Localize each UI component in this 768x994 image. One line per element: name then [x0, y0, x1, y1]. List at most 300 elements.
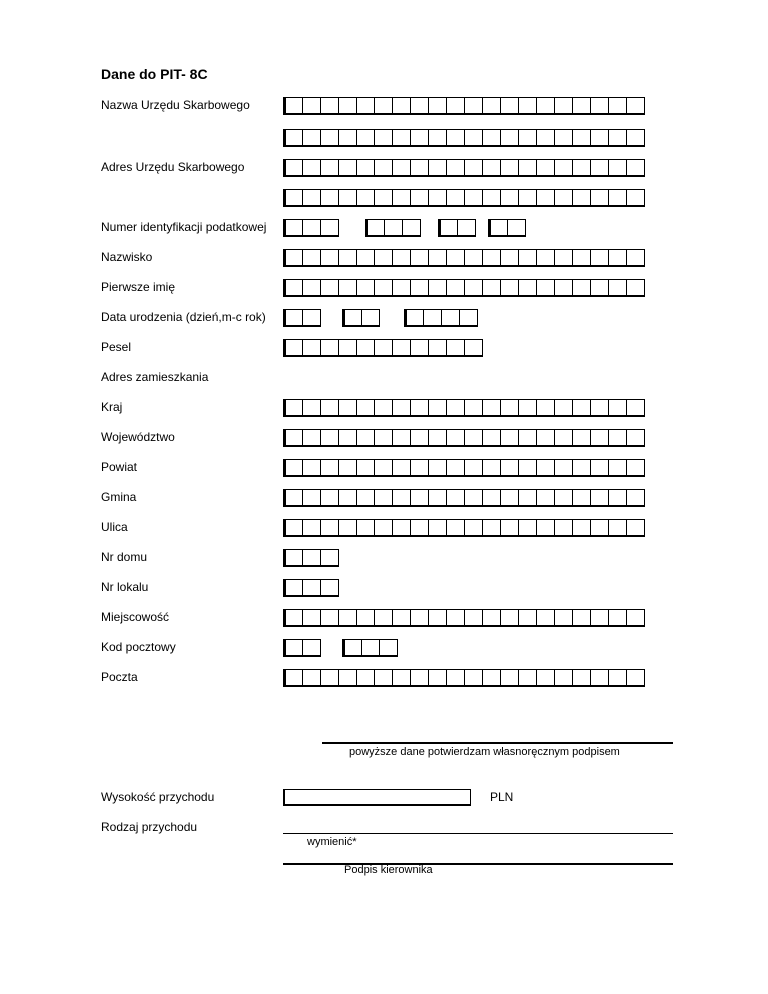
urzad_adres_2-char-box[interactable]	[608, 190, 626, 205]
urzad_adres-char-box[interactable]	[554, 160, 572, 175]
urzad_nazwa_2-char-box[interactable]	[410, 130, 428, 145]
nazwisko-char-box[interactable]	[320, 250, 338, 265]
poczta-char-box[interactable]	[374, 670, 392, 685]
nazwisko-char-box[interactable]	[392, 250, 410, 265]
urzad_adres-char-box[interactable]	[284, 160, 302, 175]
gmina-char-box[interactable]	[464, 490, 482, 505]
gmina-char-box[interactable]	[482, 490, 500, 505]
data_ur-char-box[interactable]	[423, 310, 441, 325]
nazwisko-char-box[interactable]	[464, 250, 482, 265]
wojewodztwo-char-box[interactable]	[500, 430, 518, 445]
wojewodztwo-char-box[interactable]	[374, 430, 392, 445]
poczta-char-box[interactable]	[464, 670, 482, 685]
urzad_nazwa_2-char-box[interactable]	[590, 130, 608, 145]
ulica-char-box[interactable]	[356, 520, 374, 535]
urzad_nazwa_2-char-box[interactable]	[500, 130, 518, 145]
nip-char-box[interactable]	[320, 220, 338, 235]
poczta-char-box[interactable]	[446, 670, 464, 685]
przychod-input[interactable]	[283, 789, 471, 806]
poczta-char-box[interactable]	[482, 670, 500, 685]
urzad_nazwa_2-char-box[interactable]	[536, 130, 554, 145]
nazwisko-char-box[interactable]	[554, 250, 572, 265]
urzad_adres-char-box[interactable]	[518, 160, 536, 175]
urzad_nazwa_2-char-box[interactable]	[284, 130, 302, 145]
powiat-char-box[interactable]	[356, 460, 374, 475]
gmina-char-box[interactable]	[626, 490, 644, 505]
rodzaj-line[interactable]	[283, 833, 673, 834]
imie-char-box[interactable]	[428, 280, 446, 295]
pesel-char-box[interactable]	[446, 340, 464, 355]
urzad_nazwa_2-char-box[interactable]	[302, 130, 320, 145]
nazwisko-char-box[interactable]	[482, 250, 500, 265]
imie-char-box[interactable]	[410, 280, 428, 295]
urzad_adres_2-char-box[interactable]	[500, 190, 518, 205]
urzad_adres_2-char-box[interactable]	[302, 190, 320, 205]
kraj-char-box[interactable]	[320, 400, 338, 415]
powiat-char-box[interactable]	[320, 460, 338, 475]
kraj-char-box[interactable]	[464, 400, 482, 415]
urzad_adres_2-char-box[interactable]	[410, 190, 428, 205]
urzad_nazwa-char-box[interactable]	[590, 98, 608, 113]
nazwisko-char-box[interactable]	[446, 250, 464, 265]
wojewodztwo-char-box[interactable]	[482, 430, 500, 445]
imie-char-box[interactable]	[518, 280, 536, 295]
pesel-char-box[interactable]	[374, 340, 392, 355]
miejscowosc-char-box[interactable]	[518, 610, 536, 625]
powiat-char-box[interactable]	[590, 460, 608, 475]
pesel-char-box[interactable]	[410, 340, 428, 355]
urzad_nazwa_2-char-box[interactable]	[554, 130, 572, 145]
nip-char-box[interactable]	[402, 220, 420, 235]
nr_lokalu-char-box[interactable]	[320, 580, 338, 595]
powiat-char-box[interactable]	[608, 460, 626, 475]
urzad_adres_2-char-box[interactable]	[464, 190, 482, 205]
urzad_adres-char-box[interactable]	[392, 160, 410, 175]
pesel-char-box[interactable]	[338, 340, 356, 355]
data_ur-char-box[interactable]	[284, 310, 302, 325]
powiat-char-box[interactable]	[554, 460, 572, 475]
data_ur-char-box[interactable]	[459, 310, 477, 325]
ulica-char-box[interactable]	[626, 520, 644, 535]
poczta-char-box[interactable]	[626, 670, 644, 685]
miejscowosc-char-box[interactable]	[626, 610, 644, 625]
nazwisko-char-box[interactable]	[536, 250, 554, 265]
poczta-char-box[interactable]	[284, 670, 302, 685]
imie-char-box[interactable]	[392, 280, 410, 295]
miejscowosc-char-box[interactable]	[500, 610, 518, 625]
kod-char-box[interactable]	[284, 640, 302, 655]
kod-char-box[interactable]	[361, 640, 379, 655]
kraj-char-box[interactable]	[482, 400, 500, 415]
kraj-char-box[interactable]	[572, 400, 590, 415]
kod-char-box[interactable]	[379, 640, 397, 655]
kraj-char-box[interactable]	[626, 400, 644, 415]
gmina-char-box[interactable]	[284, 490, 302, 505]
imie-char-box[interactable]	[482, 280, 500, 295]
nazwisko-char-box[interactable]	[374, 250, 392, 265]
imie-char-box[interactable]	[338, 280, 356, 295]
wojewodztwo-char-box[interactable]	[518, 430, 536, 445]
data_ur-char-box[interactable]	[343, 310, 361, 325]
nazwisko-char-box[interactable]	[590, 250, 608, 265]
urzad_adres_2-char-box[interactable]	[338, 190, 356, 205]
kraj-char-box[interactable]	[374, 400, 392, 415]
wojewodztwo-char-box[interactable]	[302, 430, 320, 445]
urzad_nazwa_2-char-box[interactable]	[446, 130, 464, 145]
wojewodztwo-char-box[interactable]	[572, 430, 590, 445]
urzad_nazwa-char-box[interactable]	[500, 98, 518, 113]
urzad_nazwa_2-char-box[interactable]	[608, 130, 626, 145]
kraj-char-box[interactable]	[590, 400, 608, 415]
ulica-char-box[interactable]	[536, 520, 554, 535]
ulica-char-box[interactable]	[518, 520, 536, 535]
nip-char-box[interactable]	[507, 220, 525, 235]
ulica-char-box[interactable]	[374, 520, 392, 535]
imie-char-box[interactable]	[500, 280, 518, 295]
kraj-char-box[interactable]	[284, 400, 302, 415]
ulica-char-box[interactable]	[608, 520, 626, 535]
urzad_nazwa-char-box[interactable]	[320, 98, 338, 113]
powiat-char-box[interactable]	[482, 460, 500, 475]
miejscowosc-char-box[interactable]	[446, 610, 464, 625]
urzad_nazwa_2-char-box[interactable]	[374, 130, 392, 145]
gmina-char-box[interactable]	[356, 490, 374, 505]
kraj-char-box[interactable]	[356, 400, 374, 415]
urzad_adres_2-char-box[interactable]	[518, 190, 536, 205]
kraj-char-box[interactable]	[536, 400, 554, 415]
nip-char-box[interactable]	[439, 220, 457, 235]
imie-char-box[interactable]	[608, 280, 626, 295]
urzad_nazwa_2-char-box[interactable]	[572, 130, 590, 145]
nazwisko-char-box[interactable]	[428, 250, 446, 265]
kraj-char-box[interactable]	[428, 400, 446, 415]
nr_lokalu-char-box[interactable]	[284, 580, 302, 595]
urzad_nazwa_2-char-box[interactable]	[428, 130, 446, 145]
urzad_adres_2-char-box[interactable]	[374, 190, 392, 205]
miejscowosc-char-box[interactable]	[482, 610, 500, 625]
gmina-char-box[interactable]	[410, 490, 428, 505]
urzad_adres_2-char-box[interactable]	[320, 190, 338, 205]
poczta-char-box[interactable]	[410, 670, 428, 685]
urzad_nazwa-char-box[interactable]	[518, 98, 536, 113]
miejscowosc-char-box[interactable]	[320, 610, 338, 625]
urzad_adres-char-box[interactable]	[500, 160, 518, 175]
gmina-char-box[interactable]	[302, 490, 320, 505]
powiat-char-box[interactable]	[464, 460, 482, 475]
powiat-char-box[interactable]	[446, 460, 464, 475]
urzad_adres-char-box[interactable]	[302, 160, 320, 175]
urzad_nazwa-char-box[interactable]	[464, 98, 482, 113]
urzad_adres_2-char-box[interactable]	[590, 190, 608, 205]
powiat-char-box[interactable]	[374, 460, 392, 475]
ulica-char-box[interactable]	[320, 520, 338, 535]
urzad_adres-char-box[interactable]	[428, 160, 446, 175]
ulica-char-box[interactable]	[302, 520, 320, 535]
wojewodztwo-char-box[interactable]	[284, 430, 302, 445]
poczta-char-box[interactable]	[518, 670, 536, 685]
imie-char-box[interactable]	[626, 280, 644, 295]
urzad_adres-char-box[interactable]	[464, 160, 482, 175]
wojewodztwo-char-box[interactable]	[608, 430, 626, 445]
pesel-char-box[interactable]	[428, 340, 446, 355]
urzad_adres-char-box[interactable]	[590, 160, 608, 175]
powiat-char-box[interactable]	[284, 460, 302, 475]
miejscowosc-char-box[interactable]	[608, 610, 626, 625]
wojewodztwo-char-box[interactable]	[626, 430, 644, 445]
urzad_adres_2-char-box[interactable]	[482, 190, 500, 205]
nip-char-box[interactable]	[302, 220, 320, 235]
nip-char-box[interactable]	[457, 220, 475, 235]
miejscowosc-char-box[interactable]	[284, 610, 302, 625]
urzad_adres-char-box[interactable]	[356, 160, 374, 175]
urzad_nazwa-char-box[interactable]	[302, 98, 320, 113]
wojewodztwo-char-box[interactable]	[536, 430, 554, 445]
gmina-char-box[interactable]	[392, 490, 410, 505]
miejscowosc-char-box[interactable]	[536, 610, 554, 625]
ulica-char-box[interactable]	[482, 520, 500, 535]
urzad_nazwa-char-box[interactable]	[338, 98, 356, 113]
pesel-char-box[interactable]	[302, 340, 320, 355]
poczta-char-box[interactable]	[302, 670, 320, 685]
powiat-char-box[interactable]	[410, 460, 428, 475]
poczta-char-box[interactable]	[338, 670, 356, 685]
nazwisko-char-box[interactable]	[356, 250, 374, 265]
urzad_nazwa-char-box[interactable]	[554, 98, 572, 113]
urzad_nazwa_2-char-box[interactable]	[482, 130, 500, 145]
nr_lokalu-char-box[interactable]	[302, 580, 320, 595]
nazwisko-char-box[interactable]	[572, 250, 590, 265]
poczta-char-box[interactable]	[392, 670, 410, 685]
urzad_adres_2-char-box[interactable]	[626, 190, 644, 205]
gmina-char-box[interactable]	[536, 490, 554, 505]
ulica-char-box[interactable]	[500, 520, 518, 535]
data_ur-char-box[interactable]	[441, 310, 459, 325]
powiat-char-box[interactable]	[428, 460, 446, 475]
urzad_nazwa-char-box[interactable]	[536, 98, 554, 113]
urzad_nazwa-char-box[interactable]	[482, 98, 500, 113]
miejscowosc-char-box[interactable]	[374, 610, 392, 625]
urzad_adres_2-char-box[interactable]	[428, 190, 446, 205]
poczta-char-box[interactable]	[554, 670, 572, 685]
ulica-char-box[interactable]	[554, 520, 572, 535]
urzad_nazwa-char-box[interactable]	[446, 98, 464, 113]
miejscowosc-char-box[interactable]	[590, 610, 608, 625]
wojewodztwo-char-box[interactable]	[464, 430, 482, 445]
kod-char-box[interactable]	[343, 640, 361, 655]
pesel-char-box[interactable]	[392, 340, 410, 355]
kraj-char-box[interactable]	[518, 400, 536, 415]
imie-char-box[interactable]	[536, 280, 554, 295]
kraj-char-box[interactable]	[608, 400, 626, 415]
manager-signature-line[interactable]	[283, 863, 673, 865]
urzad_adres_2-char-box[interactable]	[554, 190, 572, 205]
wojewodztwo-char-box[interactable]	[392, 430, 410, 445]
kraj-char-box[interactable]	[446, 400, 464, 415]
urzad_adres_2-char-box[interactable]	[572, 190, 590, 205]
urzad_nazwa_2-char-box[interactable]	[356, 130, 374, 145]
urzad_nazwa-char-box[interactable]	[374, 98, 392, 113]
urzad_nazwa_2-char-box[interactable]	[518, 130, 536, 145]
miejscowosc-char-box[interactable]	[554, 610, 572, 625]
urzad_adres-char-box[interactable]	[626, 160, 644, 175]
imie-char-box[interactable]	[572, 280, 590, 295]
miejscowosc-char-box[interactable]	[572, 610, 590, 625]
powiat-char-box[interactable]	[518, 460, 536, 475]
nazwisko-char-box[interactable]	[608, 250, 626, 265]
nazwisko-char-box[interactable]	[410, 250, 428, 265]
ulica-char-box[interactable]	[284, 520, 302, 535]
nip-char-box[interactable]	[489, 220, 507, 235]
poczta-char-box[interactable]	[536, 670, 554, 685]
imie-char-box[interactable]	[320, 280, 338, 295]
kraj-char-box[interactable]	[410, 400, 428, 415]
imie-char-box[interactable]	[446, 280, 464, 295]
kraj-char-box[interactable]	[302, 400, 320, 415]
urzad_nazwa_2-char-box[interactable]	[320, 130, 338, 145]
imie-char-box[interactable]	[374, 280, 392, 295]
data_ur-char-box[interactable]	[361, 310, 379, 325]
urzad_nazwa-char-box[interactable]	[392, 98, 410, 113]
wojewodztwo-char-box[interactable]	[446, 430, 464, 445]
miejscowosc-char-box[interactable]	[464, 610, 482, 625]
urzad_adres_2-char-box[interactable]	[356, 190, 374, 205]
gmina-char-box[interactable]	[518, 490, 536, 505]
urzad_adres-char-box[interactable]	[410, 160, 428, 175]
nr_domu-char-box[interactable]	[284, 550, 302, 565]
ulica-char-box[interactable]	[392, 520, 410, 535]
poczta-char-box[interactable]	[572, 670, 590, 685]
data_ur-char-box[interactable]	[302, 310, 320, 325]
miejscowosc-char-box[interactable]	[302, 610, 320, 625]
nip-char-box[interactable]	[384, 220, 402, 235]
ulica-char-box[interactable]	[464, 520, 482, 535]
urzad_adres_2-char-box[interactable]	[536, 190, 554, 205]
wojewodztwo-char-box[interactable]	[410, 430, 428, 445]
gmina-char-box[interactable]	[446, 490, 464, 505]
imie-char-box[interactable]	[464, 280, 482, 295]
nazwisko-char-box[interactable]	[518, 250, 536, 265]
wojewodztwo-char-box[interactable]	[554, 430, 572, 445]
kraj-char-box[interactable]	[500, 400, 518, 415]
wojewodztwo-char-box[interactable]	[590, 430, 608, 445]
urzad_nazwa-char-box[interactable]	[608, 98, 626, 113]
gmina-char-box[interactable]	[374, 490, 392, 505]
gmina-char-box[interactable]	[554, 490, 572, 505]
urzad_nazwa_2-char-box[interactable]	[626, 130, 644, 145]
nazwisko-char-box[interactable]	[500, 250, 518, 265]
confirm-signature-line[interactable]	[322, 742, 673, 744]
urzad_adres-char-box[interactable]	[338, 160, 356, 175]
ulica-char-box[interactable]	[338, 520, 356, 535]
urzad_adres_2-char-box[interactable]	[446, 190, 464, 205]
urzad_adres-char-box[interactable]	[320, 160, 338, 175]
wojewodztwo-char-box[interactable]	[356, 430, 374, 445]
nip-char-box[interactable]	[366, 220, 384, 235]
pesel-char-box[interactable]	[284, 340, 302, 355]
urzad_nazwa_2-char-box[interactable]	[338, 130, 356, 145]
urzad_adres-char-box[interactable]	[374, 160, 392, 175]
powiat-char-box[interactable]	[500, 460, 518, 475]
gmina-char-box[interactable]	[500, 490, 518, 505]
pesel-char-box[interactable]	[356, 340, 374, 355]
gmina-char-box[interactable]	[590, 490, 608, 505]
urzad_adres-char-box[interactable]	[482, 160, 500, 175]
gmina-char-box[interactable]	[608, 490, 626, 505]
urzad_adres_2-char-box[interactable]	[392, 190, 410, 205]
powiat-char-box[interactable]	[338, 460, 356, 475]
nazwisko-char-box[interactable]	[284, 250, 302, 265]
wojewodztwo-char-box[interactable]	[320, 430, 338, 445]
imie-char-box[interactable]	[590, 280, 608, 295]
nazwisko-char-box[interactable]	[626, 250, 644, 265]
urzad_nazwa-char-box[interactable]	[356, 98, 374, 113]
nr_domu-char-box[interactable]	[302, 550, 320, 565]
urzad_adres-char-box[interactable]	[608, 160, 626, 175]
kraj-char-box[interactable]	[392, 400, 410, 415]
imie-char-box[interactable]	[302, 280, 320, 295]
poczta-char-box[interactable]	[356, 670, 374, 685]
imie-char-box[interactable]	[356, 280, 374, 295]
data_ur-char-box[interactable]	[405, 310, 423, 325]
gmina-char-box[interactable]	[572, 490, 590, 505]
ulica-char-box[interactable]	[410, 520, 428, 535]
kraj-char-box[interactable]	[554, 400, 572, 415]
nazwisko-char-box[interactable]	[302, 250, 320, 265]
poczta-char-box[interactable]	[320, 670, 338, 685]
miejscowosc-char-box[interactable]	[410, 610, 428, 625]
kod-char-box[interactable]	[302, 640, 320, 655]
pesel-char-box[interactable]	[320, 340, 338, 355]
urzad_adres-char-box[interactable]	[536, 160, 554, 175]
powiat-char-box[interactable]	[392, 460, 410, 475]
nip-char-box[interactable]	[284, 220, 302, 235]
urzad_nazwa-char-box[interactable]	[284, 98, 302, 113]
gmina-char-box[interactable]	[320, 490, 338, 505]
imie-char-box[interactable]	[284, 280, 302, 295]
miejscowosc-char-box[interactable]	[428, 610, 446, 625]
powiat-char-box[interactable]	[626, 460, 644, 475]
ulica-char-box[interactable]	[572, 520, 590, 535]
powiat-char-box[interactable]	[572, 460, 590, 475]
ulica-char-box[interactable]	[446, 520, 464, 535]
miejscowosc-char-box[interactable]	[338, 610, 356, 625]
urzad_nazwa-char-box[interactable]	[572, 98, 590, 113]
pesel-char-box[interactable]	[464, 340, 482, 355]
urzad_adres-char-box[interactable]	[446, 160, 464, 175]
ulica-char-box[interactable]	[428, 520, 446, 535]
poczta-char-box[interactable]	[608, 670, 626, 685]
powiat-char-box[interactable]	[536, 460, 554, 475]
urzad_adres-char-box[interactable]	[572, 160, 590, 175]
urzad_nazwa_2-char-box[interactable]	[464, 130, 482, 145]
nr_domu-char-box[interactable]	[320, 550, 338, 565]
ulica-char-box[interactable]	[590, 520, 608, 535]
poczta-char-box[interactable]	[428, 670, 446, 685]
wojewodztwo-char-box[interactable]	[338, 430, 356, 445]
kraj-char-box[interactable]	[338, 400, 356, 415]
urzad_nazwa-char-box[interactable]	[410, 98, 428, 113]
miejscowosc-char-box[interactable]	[392, 610, 410, 625]
urzad_nazwa-char-box[interactable]	[626, 98, 644, 113]
nazwisko-char-box[interactable]	[338, 250, 356, 265]
urzad_adres_2-char-box[interactable]	[284, 190, 302, 205]
urzad_nazwa_2-char-box[interactable]	[392, 130, 410, 145]
powiat-char-box[interactable]	[302, 460, 320, 475]
gmina-char-box[interactable]	[338, 490, 356, 505]
gmina-char-box[interactable]	[428, 490, 446, 505]
imie-char-box[interactable]	[554, 280, 572, 295]
urzad_nazwa-char-box[interactable]	[428, 98, 446, 113]
